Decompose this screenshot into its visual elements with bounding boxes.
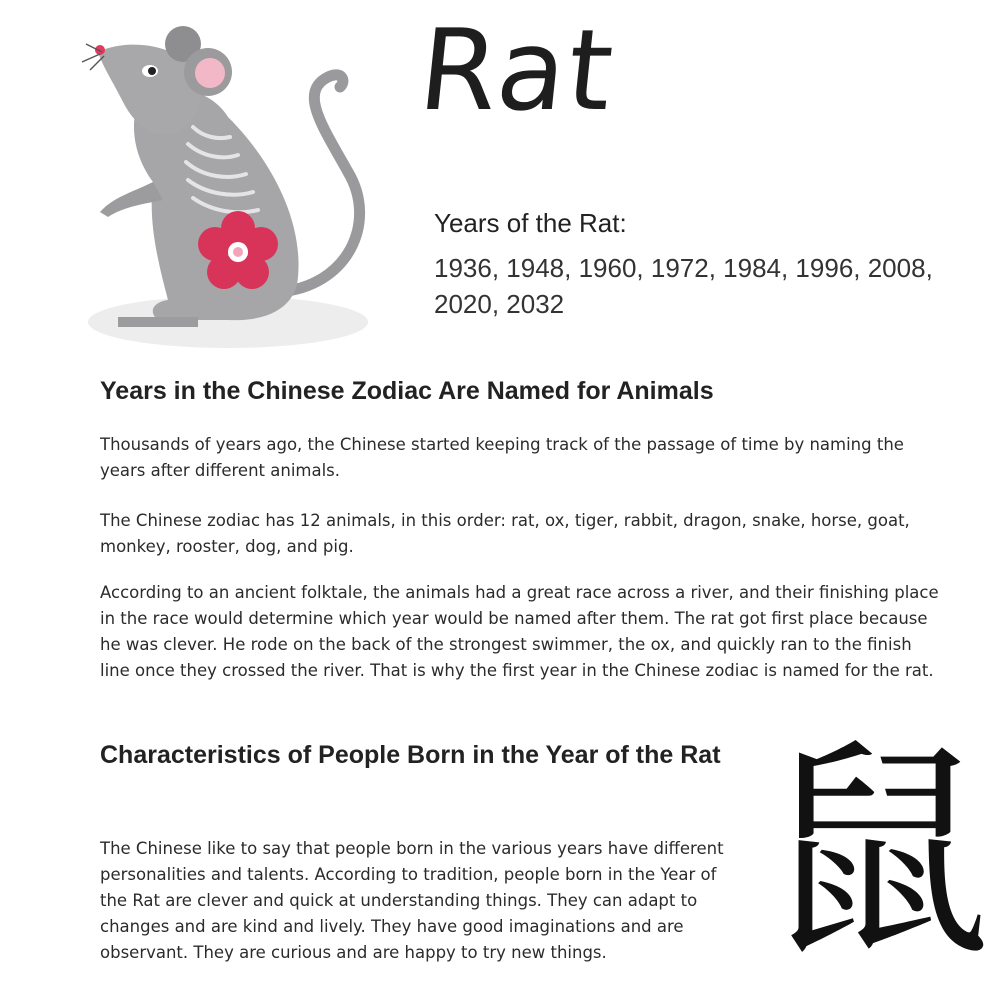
rat-ear-inner bbox=[195, 58, 225, 88]
chinese-character-rat: 鼠 bbox=[762, 721, 993, 988]
rat-foot bbox=[118, 317, 198, 327]
rat-pupil bbox=[148, 67, 156, 75]
page-title: Rat bbox=[413, 6, 621, 136]
zodiac-paragraph-1: Thousands of years ago, the Chinese started keeping track of the passage of time by naming the years after different animals. bbox=[100, 435, 904, 480]
zodiac-section-heading: Years in the Chinese Zodiac Are Named for Animals bbox=[100, 377, 714, 405]
zodiac-paragraph-3: According to an ancient folktale, the animals had a great race across a river, and their finishing place in the race would determine which year would be named after them. The rat got first place because he was clever. He rode on the back of the strongest swimmer, the ox, and quickly ran to the finish line once they crossed the river. That is why the first year in the Chinese zodiac is named for the rat. bbox=[100, 583, 939, 680]
years-list: 1936, 1948, 1960, 1972, 1984, 1996, 2008, 2020, 2032 bbox=[434, 253, 933, 319]
zodiac-paragraph-2: The Chinese zodiac has 12 animals, in this order: rat, ox, tiger, rabbit, dragon, snake, horse, goat, monkey, rooster, dog, and pig. bbox=[100, 511, 910, 556]
characteristics-section-heading: Characteristics of People Born in the Year of the Rat bbox=[100, 741, 721, 769]
characteristics-paragraph: The Chinese like to say that people born in the various years have different personalities and talents. According to tradition, people born in the Year of the Rat are clever and quick at understanding things. They can adapt to changes and are kind and lively. They have good imaginations and are observant. They are curious and are happy to try new things. bbox=[100, 839, 724, 962]
rat-illustration bbox=[78, 22, 398, 362]
years-heading: Years of the Rat: bbox=[434, 208, 627, 238]
